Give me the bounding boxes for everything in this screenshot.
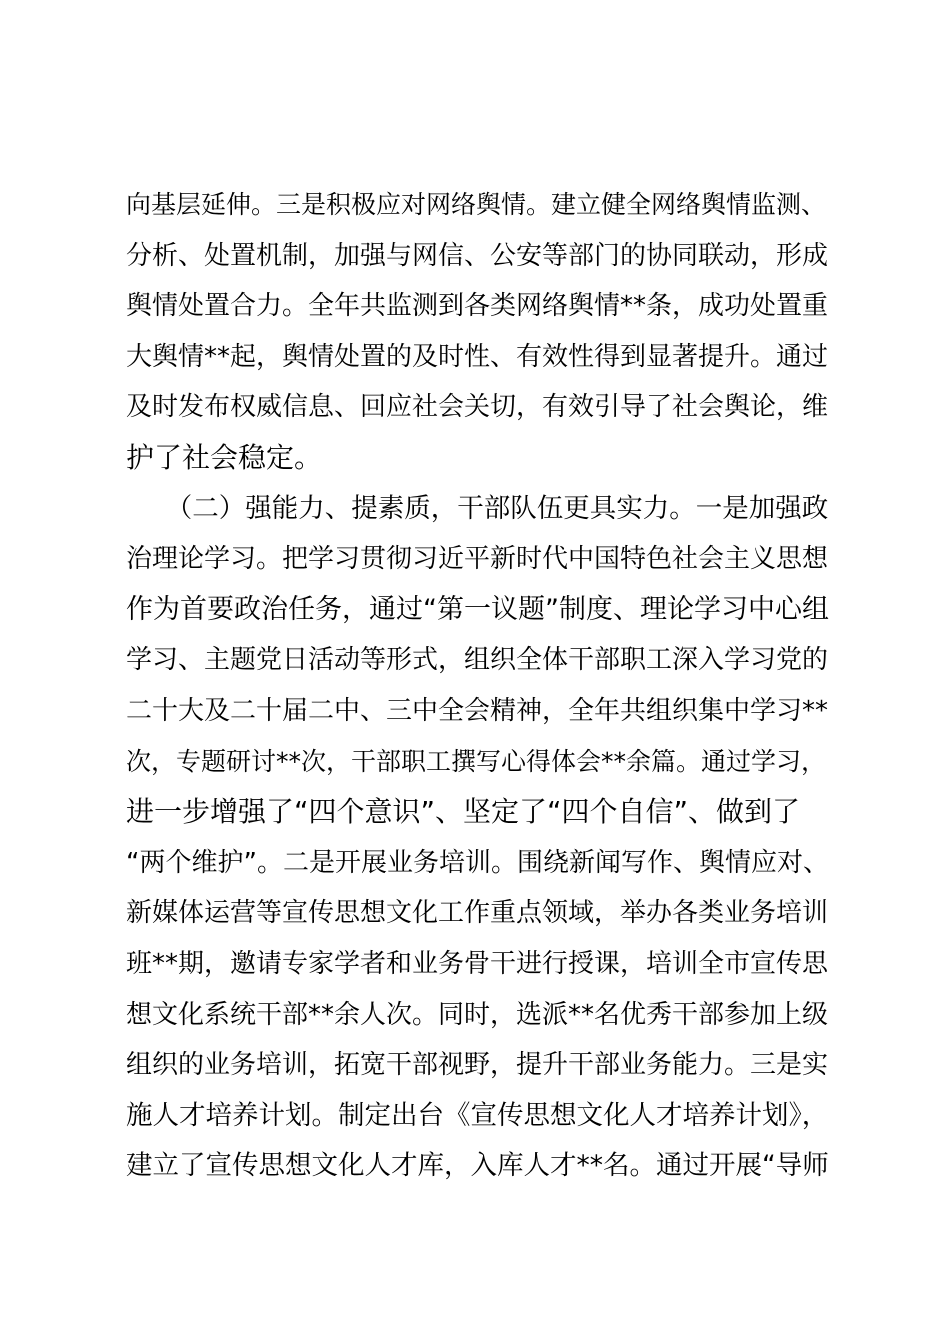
text-line: 进一步增强了“四个意识”、坚定了“四个自信”、做到了 xyxy=(126,795,801,829)
text-line: 分析、处置机制，加强与网信、公安等部门的协同联动，形成 xyxy=(126,240,829,271)
text-line: 护了社会稳定。 xyxy=(126,440,323,474)
section-heading-line: （二）强能力、提素质，干部队伍更具实力。一是加强政 xyxy=(126,492,829,524)
text-line: 及时发布权威信息、回应社会关切，有效引导了社会舆论，维 xyxy=(126,392,829,423)
text-line: 二十大及二十届二中、三中全会精神，全年共组织集中学习** xyxy=(126,695,829,726)
text-line: 组织的业务培训，拓宽干部视野，提升干部业务能力。三是实 xyxy=(126,1050,829,1081)
text-line: 作为首要政治任务，通过“第一议题”制度、理论学习中心组 xyxy=(126,593,829,625)
text-line: 舆情处置合力。全年共监测到各类网络舆情**条，成功处置重 xyxy=(126,291,829,322)
text-line: 向基层延伸。三是积极应对网络舆情。建立健全网络舆情监测、 xyxy=(126,190,827,219)
text-line: “两个维护”。二是开展业务培训。围绕新闻写作、舆情应对、 xyxy=(126,847,829,878)
text-line: 建立了宣传思想文化人才库，入库人才**名。通过开展“导师 xyxy=(126,1150,829,1182)
text-line: 治理论学习。把学习贯彻习近平新时代中国特色社会主义思想 xyxy=(126,544,829,575)
text-line: 施人才培养计划。制定出台《宣传思想文化人才培养计划》， xyxy=(126,1099,829,1131)
body-text xyxy=(126,180,836,1192)
text-line: 大舆情**起，舆情处置的及时性、有效性得到显著提升。通过 xyxy=(126,341,829,372)
text-line: 想文化系统干部**余人次。同时，选派**名优秀干部参加上级 xyxy=(126,999,829,1030)
text-line: 新媒体运营等宣传思想文化工作重点领域，举办各类业务培训 xyxy=(126,898,829,929)
text-line: 班**期，邀请专家学者和业务骨干进行授课，培训全市宣传思 xyxy=(126,948,829,979)
text-line: 次，专题研讨**次，干部职工撰写心得体会**余篇。通过学习， xyxy=(126,746,827,776)
text-line: 学习、主题党日活动等形式，组织全体干部职工深入学习党的 xyxy=(126,645,829,676)
